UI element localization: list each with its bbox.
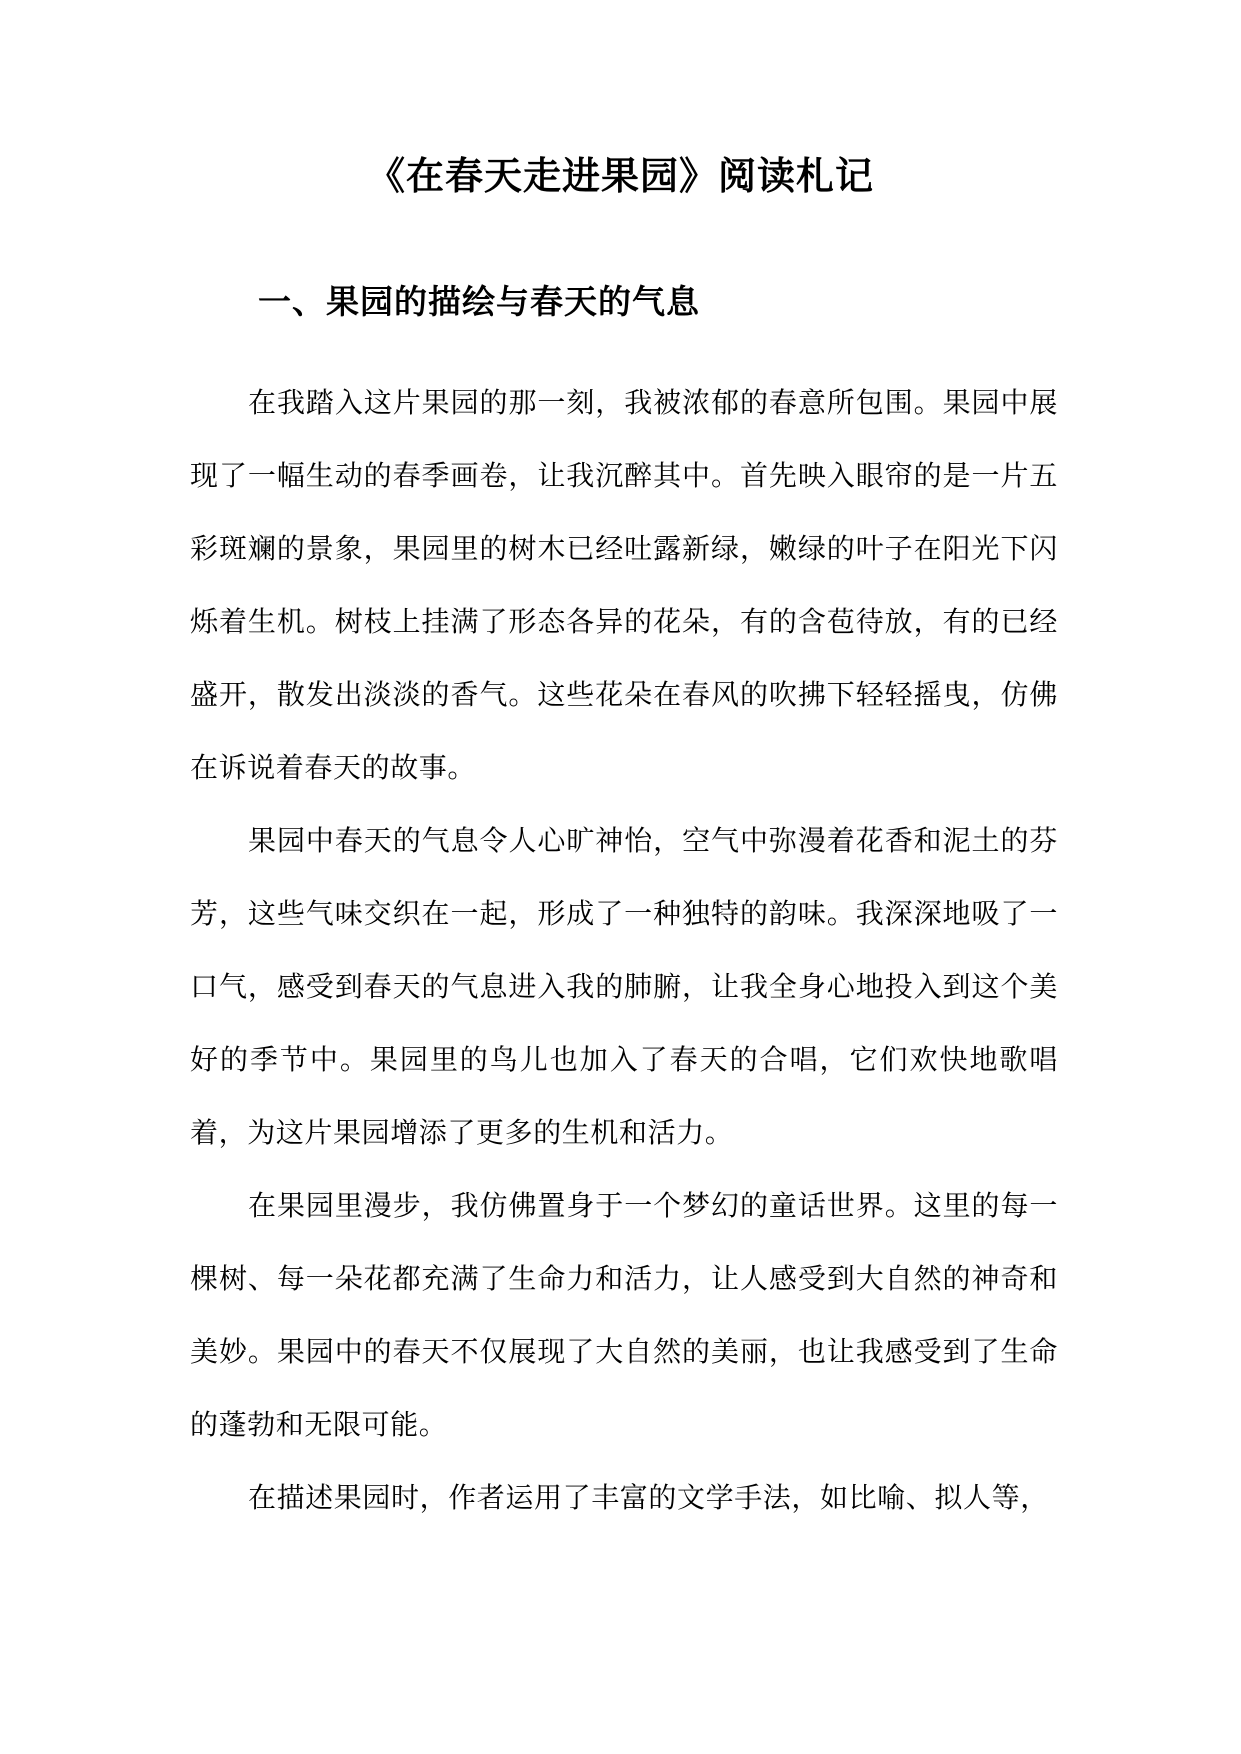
document-title: 《在春天走进果园》阅读札记	[366, 153, 874, 198]
paragraph-3: 在果园里漫步，我仿佛置身于一个梦幻的童话世界。这里的每一棵树、每一朵花都充满了生命力和活力，让人感受到大自然的神奇和美妙。果园中的春天不仅展现了大自然的美丽，也让我感受到了生命的蓬勃和无限可能。	[190, 1189, 1058, 1441]
paragraph-4: 在描述果园时，作者运用了丰富的文学手法，如比喻、拟人等，	[248, 1481, 1049, 1514]
paragraph-1: 在我踏入这片果园的那一刻，我被浓郁的春意所包围。果园中展现了一幅生动的春季画卷，让我沉醉其中。首先映入眼帘的是一片五彩斑斓的景象，果园里的树木已经吐露新绿，嫩绿的叶子在阳光下闪烁着生机。树枝上挂满了形态各异的花朵，有的含苞待放，有的已经盛开，散发出淡淡的香气。这些花朵在春风的吹拂下轻轻摇曳，仿佛在诉说着春天的故事。	[190, 386, 1058, 784]
section-heading: 一、果园的描绘与春天的气息	[258, 282, 700, 321]
paragraph-2: 果园中春天的气息令人心旷神怡，空气中弥漫着花香和泥土的芬芳，这些气味交织在一起，形成了一种独特的韵味。我深深地吸了一口气，感受到春天的气息进入我的肺腑，让我全身心地投入到这个美好的季节中。果园里的鸟儿也加入了春天的合唱，它们欢快地歌唱着，为这片果园增添了更多的生机和活力。	[190, 824, 1058, 1149]
body-text	[190, 366, 1058, 1534]
